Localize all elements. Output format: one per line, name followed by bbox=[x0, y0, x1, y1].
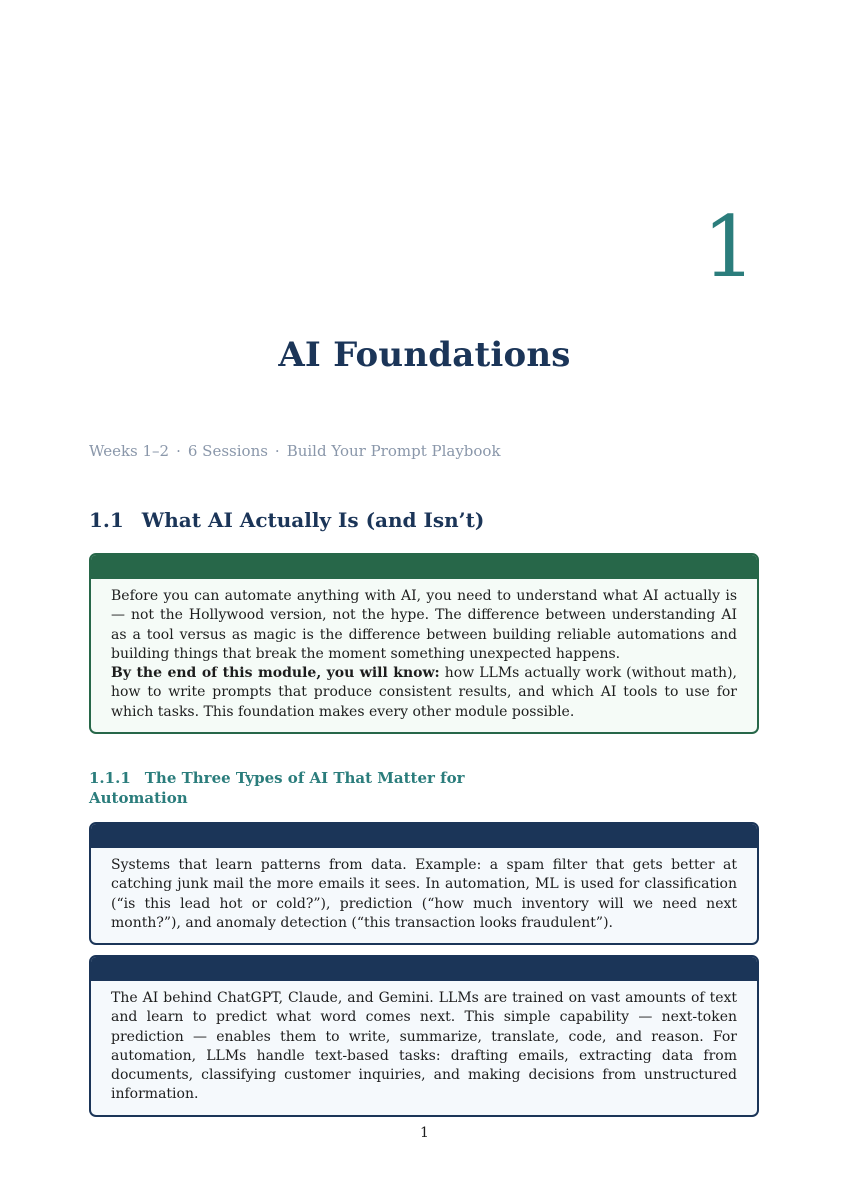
intro-box bbox=[89, 553, 759, 734]
chapter-meta bbox=[89, 442, 501, 460]
intro-paragraph: Before you can automate anything with AI, you need to understand what AI actually is — not the Hollywood version, not the hype. The difference between understanding AI as a tool versus as magic is the difference between building reliable automations and building things that break the moment something unexpected happens. bbox=[111, 588, 737, 662]
section-heading bbox=[89, 508, 484, 532]
llm-box bbox=[89, 955, 759, 1117]
llm-box-body bbox=[91, 981, 757, 1115]
ml-box-body bbox=[91, 848, 757, 943]
llm-box-header-bar bbox=[91, 957, 757, 981]
intro-outcome bbox=[111, 664, 737, 722]
chapter-title: AI Foundations bbox=[278, 335, 571, 375]
meta-goal: Build Your Prompt Playbook bbox=[286, 442, 501, 460]
intro-box-header-bar bbox=[91, 555, 757, 579]
subsection-heading bbox=[89, 768, 529, 808]
page-number: 1 bbox=[420, 1125, 429, 1141]
subsection-title: The Three Types of AI That Matter for Automation bbox=[89, 769, 465, 807]
meta-separator: · bbox=[274, 442, 280, 460]
llm-box-text: The AI behind ChatGPT, Claude, and Gemini. LLMs are trained on vast amounts of text and learn to predict what word comes next. This simple capability — next-token prediction — enables them to write, summarize, translate, code, and reason. For automation, LLMs handle text-based tasks: drafting emails, extracting data from documents, classifying customer inquiries, and making decisions from unstructured information. bbox=[111, 990, 737, 1103]
ml-box-header-bar bbox=[91, 824, 757, 848]
ml-box-text: Systems that learn patterns from data. Example: a spam filter that gets better at catching junk mail the more emails it sees. In automation, ML is used for classification (“is this lead hot or cold?”), prediction (“how much inventory will we need next month?”), and anomaly detection (“this transaction looks fraudulent”). bbox=[111, 857, 737, 931]
outcome-label: By the end of this module, you will know: bbox=[111, 665, 440, 682]
intro-box-body bbox=[91, 579, 757, 732]
ml-box bbox=[89, 822, 759, 945]
outcome-text: how LLMs actually work (without math), how to write prompts that produce consistent results, and which AI tools to use for which tasks. This foundation makes every other module possible. bbox=[111, 665, 737, 720]
section-title: What AI Actually Is (and Isn’t) bbox=[141, 508, 485, 532]
chapter-number: 1 bbox=[702, 198, 756, 296]
meta-sessions: 6 Sessions bbox=[187, 442, 268, 460]
subsection-number: 1.1.1 bbox=[89, 769, 131, 787]
meta-separator: · bbox=[176, 442, 181, 460]
meta-weeks: Weeks 1–2 bbox=[89, 442, 170, 460]
section-number: 1.1 bbox=[89, 508, 124, 532]
